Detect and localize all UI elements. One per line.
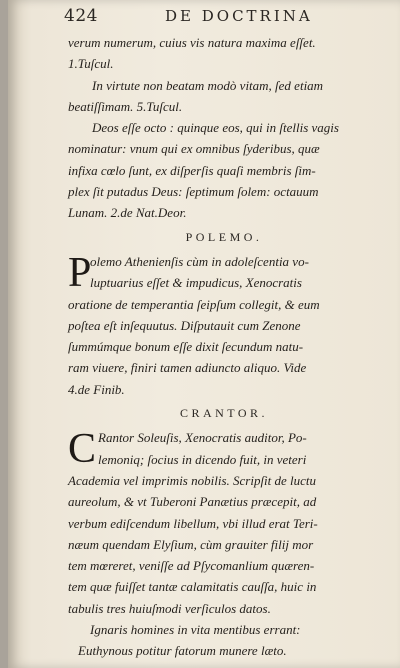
paragraph xyxy=(68,32,380,75)
text-line: 4.de Finib. xyxy=(68,381,125,397)
page-number: 424 xyxy=(64,6,98,26)
drop-cap: P xyxy=(68,249,92,296)
text-line: luptuarius eſſet & impudicus, Xenocratis xyxy=(90,275,302,291)
text-line: plex ſit putadus Deus: ſeptimum ſolem: octauum xyxy=(68,184,319,200)
page-body xyxy=(68,32,380,662)
text-line: lemoniq; ſocius in dicendo fuit, in veteri xyxy=(98,451,307,467)
drop-cap: C xyxy=(68,426,97,473)
running-head: DE DOCTRINA xyxy=(165,7,313,25)
text-line: verum numerum, cuius vis natura maxima eſſet. xyxy=(68,35,316,50)
book-page xyxy=(8,0,400,668)
text-line: poſtea eſt inſequutus. Diſputauit cum Zenone xyxy=(68,317,301,333)
text-line: ram viuere, finiri tamen adiuncto aliquo. Vide xyxy=(68,360,307,376)
text-line: Rantor Soleuſis, Xenocratis auditor, Po- xyxy=(98,430,307,446)
section-heading: POLEMO. xyxy=(185,229,263,244)
verse-line: Euthynous potitur fatorum munere læto. xyxy=(78,643,287,659)
text-line: Deos eſſe octo : quinque eos, qui in ſtellis vagis xyxy=(92,120,339,136)
text-line: tem quæ fuiſſet tantæ calamitatis cauſſa, huic in xyxy=(68,579,317,595)
text-line: Academia vel imprimis nobilis. Scripſit de luctu xyxy=(68,472,317,488)
text-line: verbum ediſcendum libellum, vbi illud erat Teri- xyxy=(68,515,318,531)
text-line: Lunam. 2.de Nat.Deor. xyxy=(68,205,187,221)
section-polemo xyxy=(68,251,380,400)
text-line: olemo Athenienſis cùm in adoleſcentia vo- xyxy=(90,253,309,269)
paragraph xyxy=(68,117,380,223)
text-line: beatiſſimam. 5.Tuſcul. xyxy=(68,98,183,114)
section-heading: CRANTOR. xyxy=(179,406,269,421)
text-line: aureolum, & vt Tuberoni Panætius præcepit, ad xyxy=(68,494,317,510)
text-line: nominatur: vnum qui ex omnibus ſyderibus, quæ xyxy=(68,141,320,157)
text-line: tem mœreret, veniſſe ad Pſycomanlium quæren- xyxy=(68,558,315,574)
section-crantor xyxy=(68,427,380,661)
paragraph xyxy=(68,75,380,118)
text-line: infixa cœlo ſunt, ex diſperſis quaſi membris ſim- xyxy=(68,162,316,178)
verse-line: Ignaris homines in vita mentibus errant: xyxy=(90,622,301,638)
text-line: In virtute non beatam modò vitam, ſed etiam xyxy=(92,77,324,93)
text-line: oratione de temperantia ſeipſum collegit, & eum xyxy=(68,296,320,312)
text-line: tabulis tres huiuſmodi verſiculos datos. xyxy=(68,600,271,616)
text-line: 1.Tuſcul. xyxy=(68,56,114,72)
text-line: næum quendam Elyſium, cùm grauiter filij mor xyxy=(68,536,314,552)
text-line: ſummúmque bonum eſſe dixit ſecundum natu- xyxy=(68,339,304,355)
